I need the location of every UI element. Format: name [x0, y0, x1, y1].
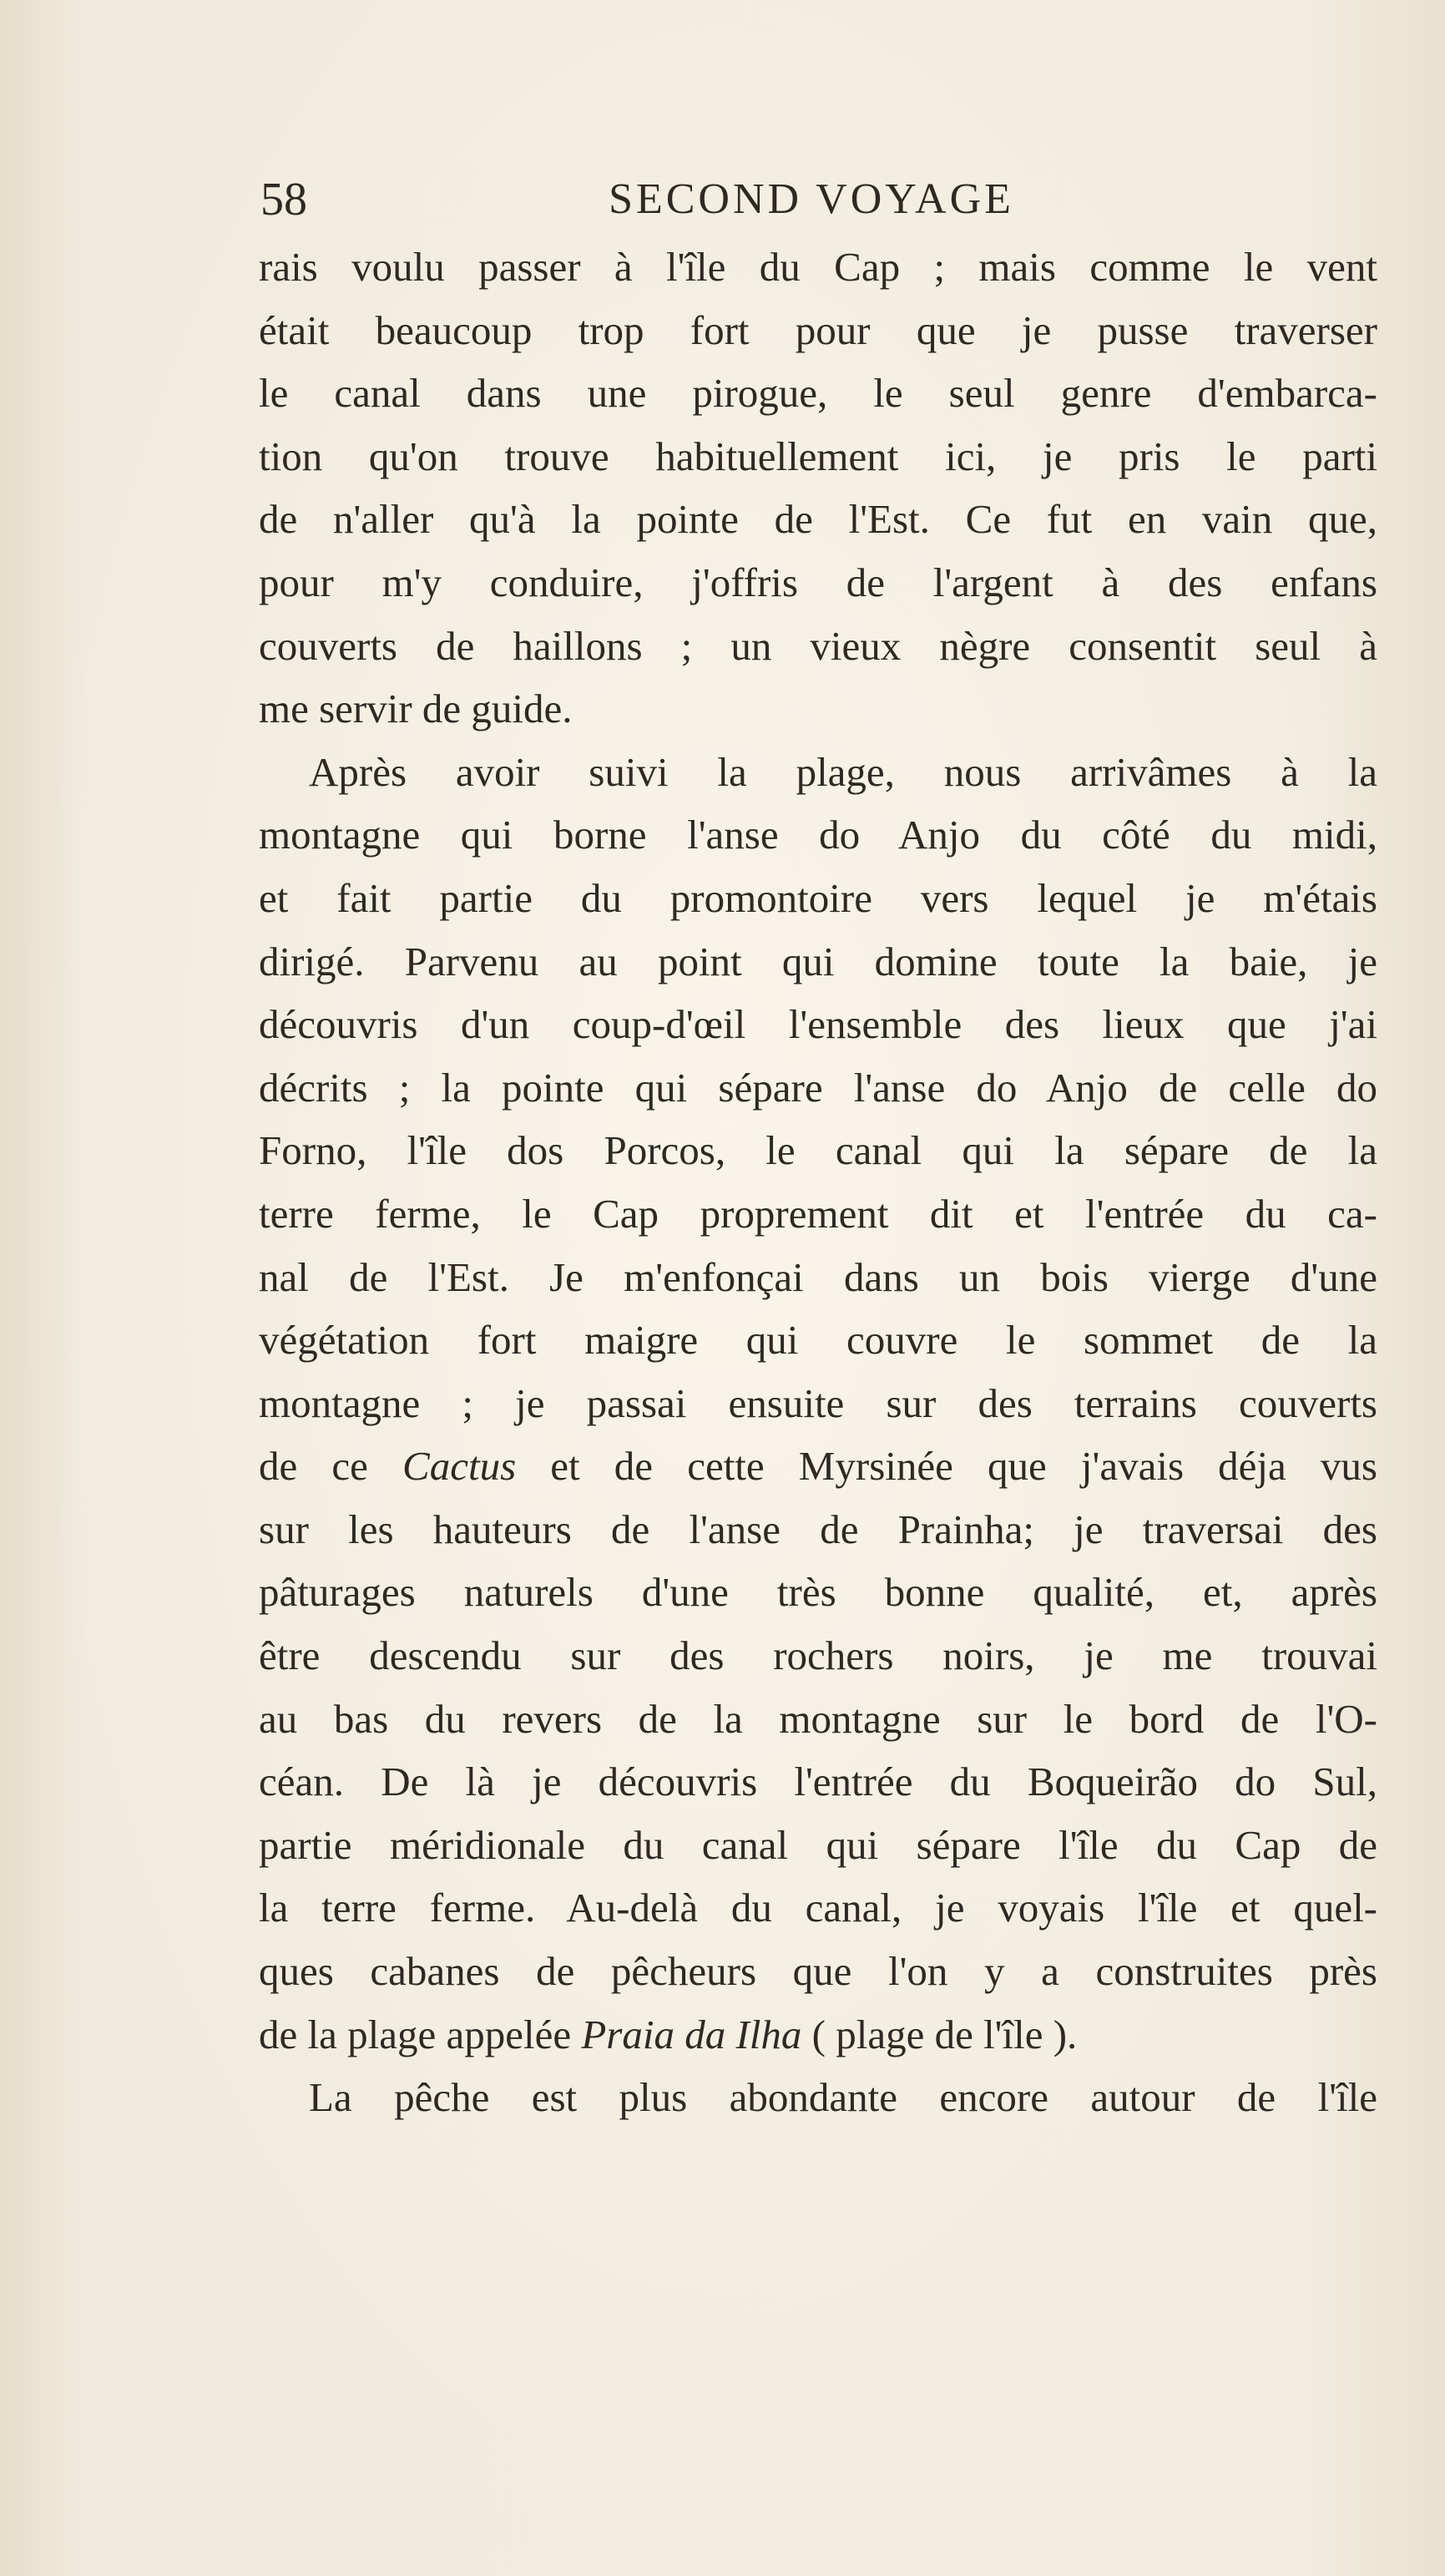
italic-term: Praia da Ilha [581, 2011, 802, 2057]
text-line: céan. De là je découvris l'entrée du Boqueirão do Sul, [259, 1759, 1377, 1805]
text-line: de n'aller qu'à la pointe de l'Est. Ce fut en vain que, [259, 496, 1377, 543]
text-segment: et de cette Myrsinée que j'avais déja vus [516, 1443, 1377, 1490]
text-line: découvris d'un coup-d'œil l'ensemble des lieux que j'ai [259, 1001, 1377, 1048]
text-line [259, 2003, 1377, 2067]
text-line: montagne qui borne l'anse do Anjo du côté du midi, [259, 812, 1377, 858]
text-segment: de ce [259, 1443, 403, 1490]
text-line: végétation fort maigre qui couvre le sommet de la [259, 1317, 1377, 1364]
text-line [259, 1435, 1377, 1498]
text-line: au bas du revers de la montagne sur le bord de l'O- [259, 1695, 1377, 1742]
text-line: me servir de guide. [259, 686, 573, 732]
italic-term: Cactus [402, 1443, 517, 1490]
page-number: 58 [260, 174, 307, 225]
text-line: pour m'y conduire, j'offris de l'argent à des enfans [259, 559, 1377, 605]
text-line: tion qu'on trouve habituellement ici, je pris le parti [259, 433, 1377, 479]
text-line: terre ferme, le Cap proprement dit et l'entrée du ca- [259, 1190, 1377, 1237]
text-line: rais voulu passer à l'île du Cap ; mais comme le vent [259, 244, 1377, 290]
page-header [260, 170, 1379, 229]
text-line: et fait partie du promontoire vers lequel je m'étais [259, 874, 1377, 921]
running-title: SECOND VOYAGE [609, 175, 1014, 223]
text-line: sur les hauteurs de l'anse de Prainha; je traversai des [259, 1506, 1377, 1552]
body-text [259, 235, 1377, 2129]
text-segment: ( plage de l'île ). [801, 2011, 1078, 2057]
text-line: était beaucoup trop fort pour que je pusse traverser [259, 306, 1377, 353]
text-line: être descendu sur des rochers noirs, je me trouvai [259, 1632, 1377, 1679]
text-line: Forno, l'île dos Porcos, le canal qui la sépare de la [259, 1127, 1377, 1174]
text-line: La pêche est plus abondante encore autour de l'île [309, 2074, 1377, 2121]
text-segment: de la plage appelée [259, 2011, 582, 2057]
text-line: nal de l'Est. Je m'enfonçai dans un bois vierge d'une [259, 1253, 1377, 1300]
text-line: dirigé. Parvenu au point qui domine toute la baie, je [259, 938, 1377, 984]
text-line: le canal dans une pirogue, le seul genre d'embarca- [259, 370, 1377, 417]
text-line: couverts de haillons ; un vieux nègre consentit seul à [259, 622, 1377, 669]
text-line: Après avoir suivi la plage, nous arrivâmes à la [309, 748, 1377, 795]
text-line: ques cabanes de pêcheurs que l'on y a construites près [259, 1948, 1377, 1995]
text-line: partie méridionale du canal qui sépare l'île du Cap de [259, 1821, 1377, 1868]
text-line: décrits ; la pointe qui sépare l'anse do Anjo de celle do [259, 1064, 1377, 1111]
text-line: montagne ; je passai ensuite sur des terrains couverts [259, 1379, 1377, 1426]
text-line: pâturages naturels d'une très bonne qualité, et, après [259, 1569, 1377, 1616]
text-line: la terre ferme. Au-delà du canal, je voyais l'île et quel- [259, 1885, 1377, 1931]
